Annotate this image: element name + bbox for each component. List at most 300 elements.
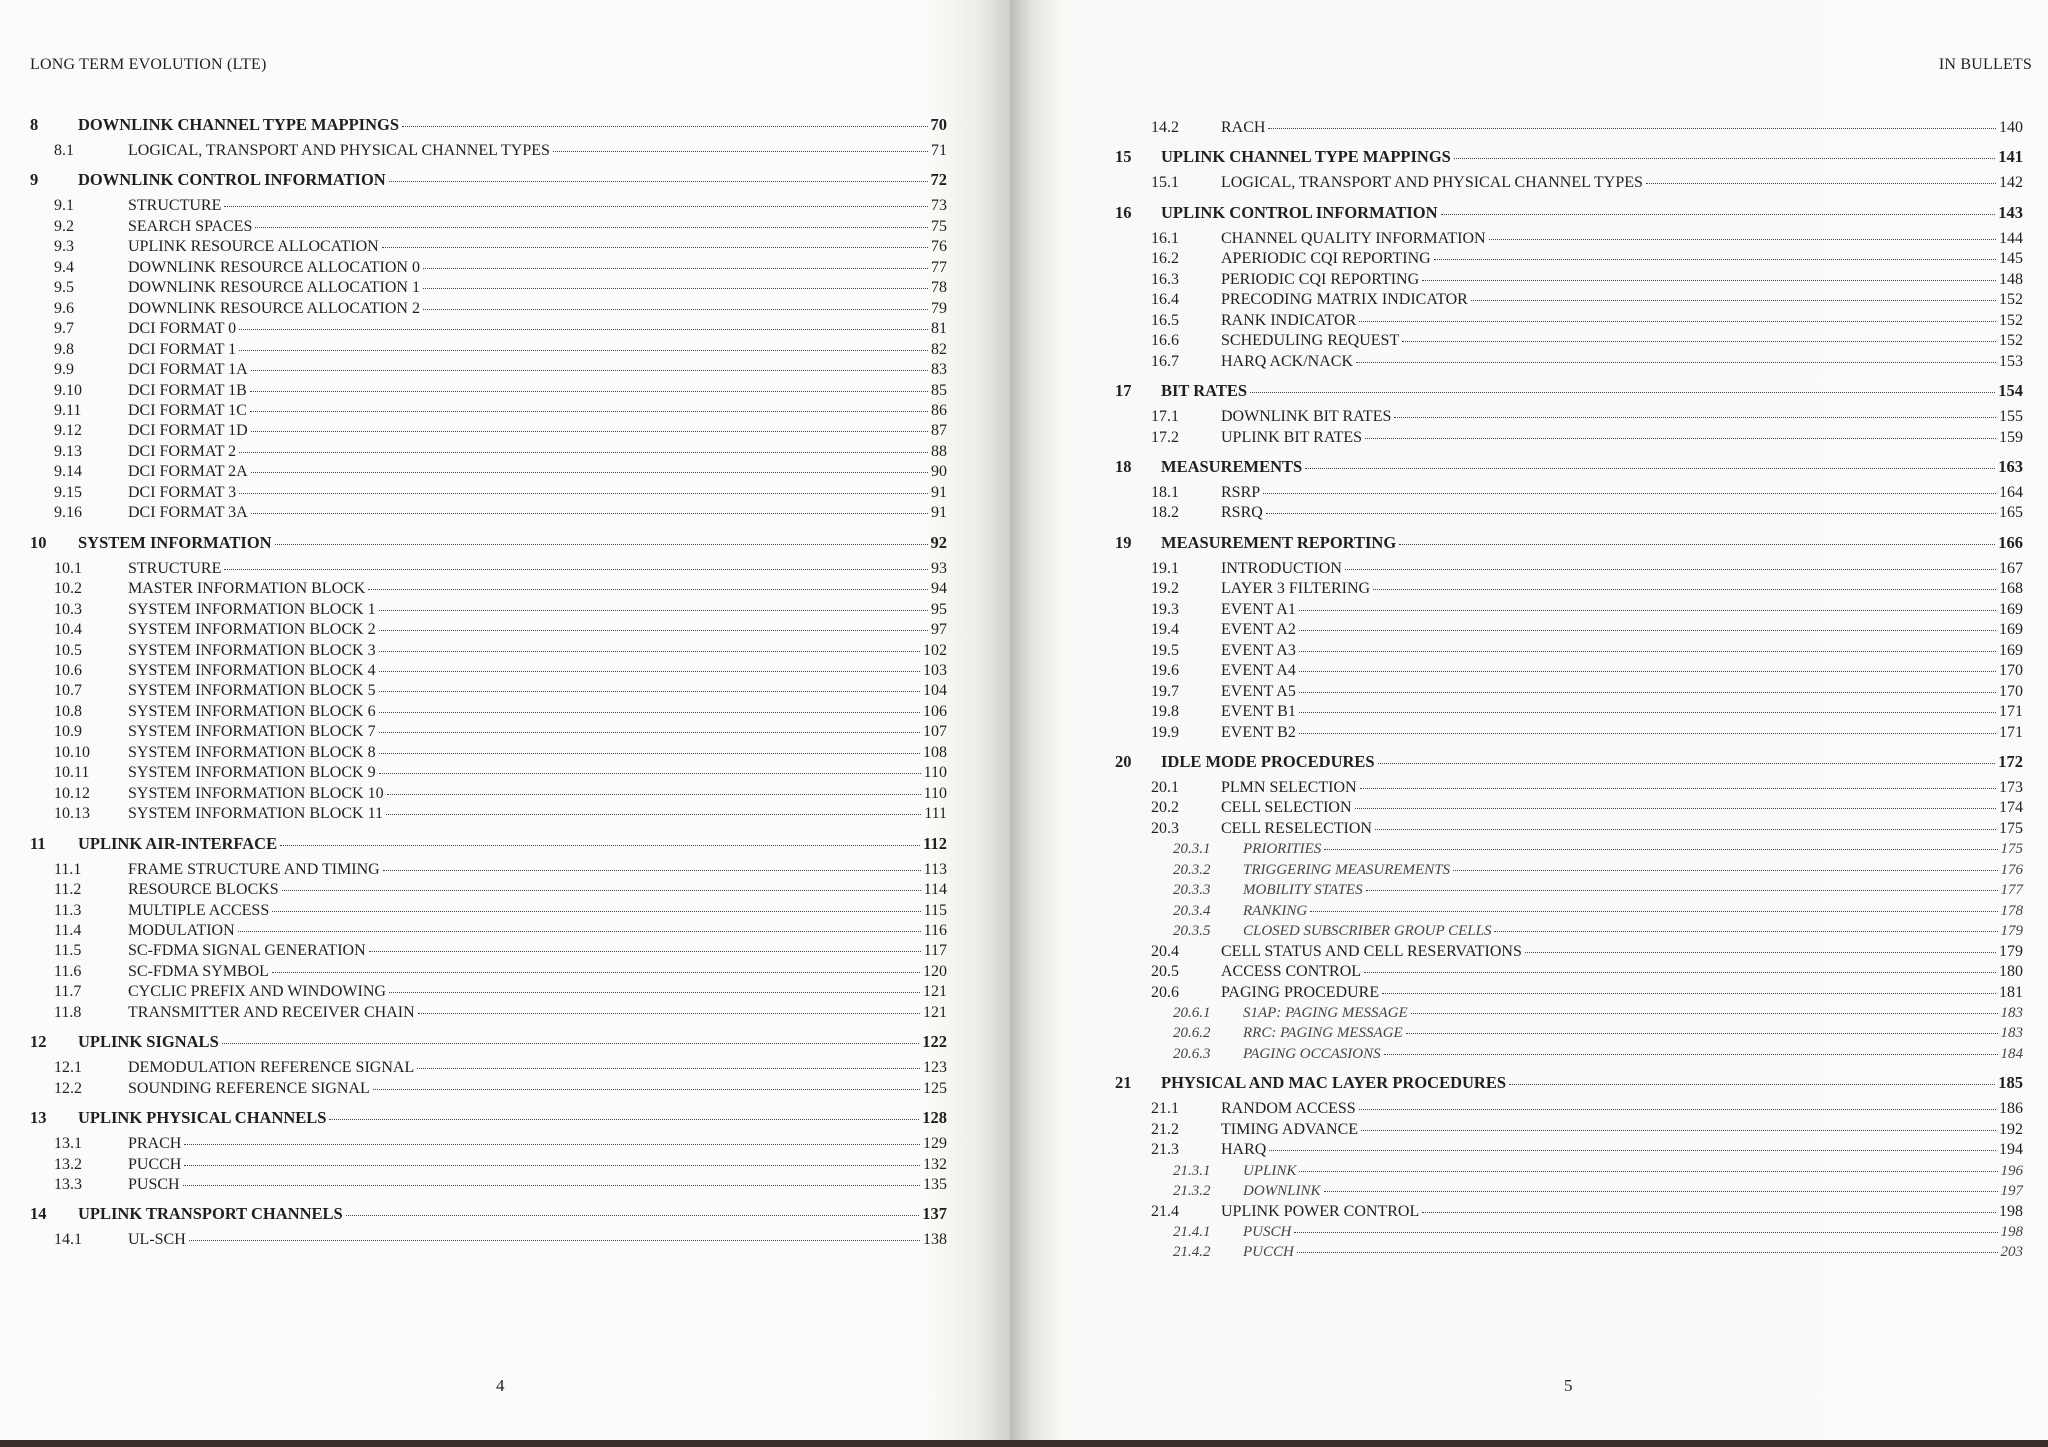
toc-entry-number: 21.3 bbox=[1151, 1141, 1179, 1159]
toc-entry bbox=[1115, 641, 2023, 661]
leader-dots bbox=[383, 870, 921, 871]
toc-entry bbox=[1115, 880, 2023, 900]
toc-entry bbox=[30, 681, 947, 701]
toc-entry-title: UPLINK CHANNEL TYPE MAPPINGS bbox=[1161, 147, 1451, 167]
toc-entry-title: STRUCTURE bbox=[128, 197, 222, 215]
toc-entry-title: UPLINK TRANSPORT CHANNELS bbox=[78, 1204, 343, 1224]
toc-entry bbox=[1115, 778, 2023, 798]
toc-entry-page: 104 bbox=[923, 682, 947, 700]
toc-entry-title: RACH bbox=[1221, 119, 1266, 136]
toc-entry-page: 76 bbox=[931, 238, 947, 256]
toc-entry bbox=[1115, 331, 2023, 351]
toc-entry bbox=[1115, 983, 2023, 1003]
toc-entry-page: 132 bbox=[923, 1155, 947, 1173]
toc-entry bbox=[1115, 682, 2023, 702]
toc-entry-title: PRIORITIES bbox=[1243, 841, 1322, 858]
toc-entry bbox=[30, 763, 947, 783]
toc-entry bbox=[1115, 290, 2023, 310]
toc-entry bbox=[30, 641, 947, 661]
leader-dots bbox=[224, 206, 928, 207]
toc-entry bbox=[30, 833, 947, 854]
toc-entry-page: 159 bbox=[1999, 428, 2023, 446]
toc-entry-number: 14.2 bbox=[1151, 119, 1179, 136]
toc-entry-number: 10.9 bbox=[54, 723, 82, 741]
toc-entry-title: SYSTEM INFORMATION BLOCK 10 bbox=[128, 784, 384, 802]
toc-entry-page: 166 bbox=[1998, 532, 2023, 552]
toc-entry-number: 9.8 bbox=[54, 340, 74, 358]
toc-entry-page: 103 bbox=[923, 661, 947, 679]
toc-entry-page: 196 bbox=[2000, 1162, 2023, 1179]
toc-entry-number: 12.1 bbox=[54, 1059, 82, 1077]
toc-entry-title: UPLINK CONTROL INFORMATION bbox=[1161, 202, 1438, 222]
toc-entry-number: 16.6 bbox=[1151, 332, 1179, 350]
leader-dots bbox=[368, 589, 928, 590]
toc-entry-number: 20.1 bbox=[1151, 778, 1179, 796]
toc-entry-page: 197 bbox=[2000, 1183, 2023, 1200]
leader-dots bbox=[1268, 128, 1996, 129]
toc-entry-number: 20.3.1 bbox=[1173, 841, 1211, 858]
toc-entry bbox=[1115, 407, 2023, 427]
leader-dots bbox=[1250, 392, 1995, 393]
toc-entry-title: DCI FORMAT 0 bbox=[128, 320, 237, 338]
toc-entry-number: 21.3.2 bbox=[1173, 1183, 1211, 1200]
toc-entry-page: 71 bbox=[931, 142, 947, 159]
toc-entry-title: FRAME STRUCTURE AND TIMING bbox=[128, 860, 380, 878]
toc-entry-title: RANDOM ACCESS bbox=[1221, 1100, 1356, 1118]
toc-entry-page: 97 bbox=[931, 621, 947, 639]
leader-dots bbox=[1406, 1033, 1998, 1034]
toc-entry-page: 165 bbox=[1999, 504, 2023, 522]
toc-entry-page: 140 bbox=[1999, 119, 2023, 136]
toc-entry-title: DEMODULATION REFERENCE SIGNAL bbox=[128, 1059, 415, 1077]
toc-entry bbox=[1115, 118, 2023, 138]
page-number-left: 4 bbox=[496, 1376, 505, 1395]
toc-entry bbox=[1115, 202, 2023, 223]
leader-dots bbox=[280, 845, 920, 846]
toc-entry-number: 8.1 bbox=[54, 142, 74, 159]
toc-entry bbox=[1115, 483, 2023, 503]
toc-entry-page: 114 bbox=[923, 881, 947, 899]
toc-entry bbox=[30, 982, 947, 1002]
toc-entry bbox=[30, 579, 947, 599]
toc-entry bbox=[30, 258, 947, 278]
leader-dots bbox=[1422, 280, 1996, 281]
toc-entry bbox=[1115, 532, 2023, 553]
toc-entry bbox=[1115, 146, 2023, 167]
toc-entry-number: 11.3 bbox=[54, 901, 82, 919]
toc-entry-number: 20.3.2 bbox=[1173, 861, 1211, 878]
toc-entry-title: UPLINK PHYSICAL CHANNELS bbox=[78, 1108, 327, 1128]
leader-dots bbox=[1494, 931, 1997, 932]
toc-entry-page: 170 bbox=[1999, 682, 2023, 700]
toc-entry bbox=[30, 702, 947, 722]
leader-dots bbox=[1355, 808, 1997, 809]
running-head-right: IN BULLETS bbox=[1938, 56, 2032, 73]
toc-entry-number: 12.2 bbox=[54, 1079, 82, 1097]
toc-entry-number: 9.1 bbox=[54, 197, 74, 215]
toc-entry bbox=[1115, 1099, 2023, 1119]
toc-entry-number: 18.1 bbox=[1151, 483, 1179, 501]
leader-dots bbox=[379, 671, 920, 672]
toc-entry-page: 175 bbox=[1999, 819, 2023, 837]
toc-entry bbox=[1115, 723, 2023, 743]
leader-dots bbox=[1378, 763, 1996, 764]
toc-entry bbox=[30, 1203, 947, 1224]
leader-dots bbox=[369, 951, 921, 952]
toc-entry-number: 19.9 bbox=[1151, 723, 1179, 741]
toc-entry-title: MULTIPLE ACCESS bbox=[128, 901, 270, 919]
toc-entry-page: 121 bbox=[923, 983, 947, 1001]
leader-dots bbox=[1375, 829, 1996, 830]
leader-dots bbox=[1359, 321, 1996, 322]
toc-entry-number: 8 bbox=[30, 115, 39, 134]
toc-entry bbox=[30, 483, 947, 503]
leader-dots bbox=[1359, 1109, 1996, 1110]
toc-entry-title: CYCLIC PREFIX AND WINDOWING bbox=[128, 983, 386, 1001]
leader-dots bbox=[239, 329, 928, 330]
toc-entry bbox=[1115, 1140, 2023, 1160]
leader-dots bbox=[1356, 362, 1996, 363]
toc-entry-title: DCI FORMAT 2A bbox=[128, 463, 248, 481]
toc-entry-title: EVENT A5 bbox=[1221, 682, 1296, 700]
toc-entry-page: 179 bbox=[2000, 923, 2023, 940]
leader-dots bbox=[387, 794, 921, 795]
leader-dots bbox=[183, 1185, 920, 1186]
toc-entry-number: 13 bbox=[30, 1108, 47, 1128]
leader-dots bbox=[379, 712, 920, 713]
toc-entry-title: SYSTEM INFORMATION bbox=[78, 532, 272, 552]
toc-entry bbox=[30, 360, 947, 380]
toc-entry bbox=[30, 860, 947, 880]
toc-entry-number: 16.5 bbox=[1151, 311, 1179, 329]
toc-entry-title: SEARCH SPACES bbox=[128, 217, 253, 235]
toc-entry-number: 10.6 bbox=[54, 661, 82, 679]
toc-entry-number: 13.1 bbox=[54, 1135, 82, 1153]
toc-entry-number: 10 bbox=[30, 532, 47, 552]
toc-entry-number: 19.7 bbox=[1151, 682, 1179, 700]
toc-entry-number: 9.12 bbox=[54, 422, 82, 440]
toc-entry bbox=[30, 784, 947, 804]
toc-entry-page: 95 bbox=[931, 600, 947, 618]
leader-dots bbox=[379, 732, 920, 733]
toc-entry-title: TRANSMITTER AND RECEIVER CHAIN bbox=[128, 1003, 415, 1021]
toc-entry-page: 123 bbox=[923, 1059, 947, 1077]
toc-entry-page: 113 bbox=[923, 860, 947, 878]
toc-entry-title: LOGICAL, TRANSPORT AND PHYSICAL CHANNEL TYPES bbox=[128, 142, 550, 159]
toc-entry-page: 154 bbox=[1998, 381, 2023, 401]
toc-entry-page: 83 bbox=[931, 361, 947, 379]
leader-dots bbox=[1373, 589, 1996, 590]
toc-entry-page: 82 bbox=[931, 340, 947, 358]
toc-entry bbox=[1115, 503, 2023, 523]
toc-entry-number: 18 bbox=[1115, 456, 1132, 476]
toc-entry bbox=[30, 804, 947, 824]
toc-entry-title: DOWNLINK RESOURCE ALLOCATION 2 bbox=[128, 299, 420, 317]
toc-entry-page: 94 bbox=[931, 580, 947, 598]
toc-entry-number: 9.10 bbox=[54, 381, 82, 399]
toc-entry-title: EVENT A3 bbox=[1221, 641, 1296, 659]
toc-entry bbox=[1115, 620, 2023, 640]
toc-entry bbox=[1115, 1023, 2023, 1043]
toc-entry-page: 110 bbox=[923, 784, 947, 802]
toc-entry bbox=[1115, 380, 2023, 401]
toc-entry-number: 21.4.2 bbox=[1173, 1244, 1211, 1261]
right-page bbox=[1010, 0, 2048, 1440]
toc-entry bbox=[30, 401, 947, 421]
toc-entry-page: 145 bbox=[1999, 250, 2023, 268]
leader-dots bbox=[1384, 1054, 1998, 1055]
leader-dots bbox=[1269, 1150, 1996, 1151]
toc-entry bbox=[1115, 702, 2023, 722]
toc-entry-number: 10.8 bbox=[54, 702, 82, 720]
leader-dots bbox=[423, 309, 928, 310]
leader-dots bbox=[251, 370, 928, 371]
toc-entry-page: 112 bbox=[923, 833, 947, 853]
leader-dots bbox=[1345, 569, 1996, 570]
toc-entry-number: 10.11 bbox=[54, 764, 90, 782]
toc-entry-page: 185 bbox=[1998, 1073, 2023, 1093]
toc-entry-title: PLMN SELECTION bbox=[1221, 778, 1357, 796]
leader-dots bbox=[1454, 158, 1995, 159]
toc-entry-number: 11.4 bbox=[54, 921, 82, 939]
toc-entry-title: SCHEDULING REQUEST bbox=[1221, 332, 1400, 350]
toc-entry-page: 169 bbox=[1999, 641, 2023, 659]
toc-entry-number: 19.8 bbox=[1151, 703, 1179, 721]
toc-entry-page: 152 bbox=[1999, 291, 2023, 309]
toc-entry-page: 90 bbox=[931, 463, 947, 481]
toc-entry-page: 168 bbox=[1999, 580, 2023, 598]
toc-entry-title: UPLINK BIT RATES bbox=[1221, 428, 1363, 446]
toc-entry-page: 203 bbox=[2000, 1244, 2023, 1261]
leader-dots bbox=[423, 288, 928, 289]
toc-entry bbox=[1115, 352, 2023, 372]
toc-entry-page: 107 bbox=[923, 723, 947, 741]
toc-entry bbox=[30, 1079, 947, 1099]
toc-entry-number: 20.6 bbox=[1151, 983, 1179, 1001]
toc-entry bbox=[30, 442, 947, 462]
leader-dots bbox=[379, 691, 920, 692]
toc-entry-page: 172 bbox=[1998, 751, 2023, 771]
toc-entry-number: 16.4 bbox=[1151, 291, 1179, 309]
leader-dots bbox=[1509, 1084, 1995, 1085]
toc-entry bbox=[30, 941, 947, 961]
toc-entry-page: 171 bbox=[1999, 723, 2023, 741]
toc-entry bbox=[1115, 428, 2023, 448]
leader-dots bbox=[1360, 788, 1996, 789]
leader-dots bbox=[402, 126, 927, 127]
leader-dots bbox=[250, 391, 928, 392]
toc-entry-page: 135 bbox=[923, 1176, 947, 1194]
toc-entry-title: PUSCH bbox=[1243, 1224, 1292, 1241]
leader-dots bbox=[553, 151, 928, 152]
toc-entry-number: 10.1 bbox=[54, 559, 82, 577]
toc-entry-title: DOWNLINK BIT RATES bbox=[1221, 408, 1392, 426]
leader-dots bbox=[423, 268, 928, 269]
toc-entry-title: EVENT A4 bbox=[1221, 662, 1296, 680]
toc-left bbox=[30, 114, 947, 1251]
toc-entry-title: SYSTEM INFORMATION BLOCK 6 bbox=[128, 702, 376, 720]
toc-entry-title: CELL STATUS AND CELL RESERVATIONS bbox=[1221, 942, 1522, 960]
toc-entry bbox=[1115, 249, 2023, 269]
toc-entry-title: STRUCTURE bbox=[128, 559, 222, 577]
toc-entry-number: 9.2 bbox=[54, 217, 74, 235]
leader-dots bbox=[418, 1013, 920, 1014]
toc-entry bbox=[30, 962, 947, 982]
toc-entry-title: EVENT A1 bbox=[1221, 600, 1296, 618]
toc-entry bbox=[1115, 901, 2023, 921]
toc-entry-page: 120 bbox=[923, 962, 947, 980]
toc-entry bbox=[1115, 1072, 2023, 1093]
toc-entry-number: 20.6.2 bbox=[1173, 1025, 1211, 1042]
leader-dots bbox=[1525, 952, 1996, 953]
toc-entry-number: 21.3.1 bbox=[1173, 1162, 1211, 1179]
toc-entry-title: PUCCH bbox=[128, 1155, 182, 1173]
toc-entry-number: 9.15 bbox=[54, 483, 82, 501]
toc-entry bbox=[30, 1003, 947, 1023]
toc-entry-title: MODULATION bbox=[128, 921, 235, 939]
toc-entry-title: MEASUREMENT REPORTING bbox=[1161, 532, 1397, 552]
toc-entry-number: 10.10 bbox=[54, 743, 90, 761]
toc-entry-page: 116 bbox=[923, 921, 947, 939]
leader-dots bbox=[1453, 870, 1997, 871]
toc-entry bbox=[30, 381, 947, 401]
scan-edge bbox=[0, 1440, 2048, 1447]
leader-dots bbox=[1299, 733, 1996, 734]
toc-entry-title: UPLINK AIR-INTERFACE bbox=[78, 833, 278, 853]
leader-dots bbox=[239, 452, 928, 453]
toc-entry-page: 78 bbox=[931, 279, 947, 297]
toc-entry bbox=[1115, 751, 2023, 772]
toc-entry-title: ACCESS CONTROL bbox=[1221, 963, 1362, 981]
toc-entry-page: 144 bbox=[1999, 229, 2023, 247]
toc-entry-number: 21.4.1 bbox=[1173, 1224, 1211, 1241]
toc-entry-title: UPLINK bbox=[1243, 1162, 1297, 1179]
toc-entry bbox=[1115, 600, 2023, 620]
leader-dots bbox=[1299, 630, 1996, 631]
toc-entry-page: 152 bbox=[1999, 332, 2023, 350]
toc-entry-title: HARQ bbox=[1221, 1141, 1267, 1159]
toc-entry-title: UL-SCH bbox=[128, 1231, 186, 1249]
toc-entry bbox=[1115, 798, 2023, 818]
leader-dots bbox=[1422, 1212, 1996, 1213]
toc-entry-number: 19.1 bbox=[1151, 559, 1179, 577]
toc-entry-page: 115 bbox=[923, 901, 947, 919]
toc-entry-title: RESOURCE BLOCKS bbox=[128, 881, 279, 899]
leader-dots bbox=[1324, 849, 1997, 850]
toc-entry bbox=[30, 503, 947, 523]
toc-entry-title: DCI FORMAT 3A bbox=[128, 504, 248, 522]
toc-entry-number: 19.5 bbox=[1151, 641, 1179, 659]
toc-entry-page: 183 bbox=[2000, 1004, 2023, 1021]
toc-entry bbox=[1115, 1181, 2023, 1201]
toc-entry-title: APERIODIC CQI REPORTING bbox=[1221, 250, 1431, 268]
toc-entry-number: 12 bbox=[30, 1032, 47, 1052]
toc-entry-page: 175 bbox=[2000, 841, 2023, 858]
toc-entry-title: MOBILITY STATES bbox=[1243, 882, 1363, 899]
toc-entry-page: 138 bbox=[923, 1231, 947, 1249]
toc-entry-title: SYSTEM INFORMATION BLOCK 9 bbox=[128, 764, 376, 782]
toc-entry-title: PUCCH bbox=[1243, 1244, 1294, 1261]
toc-entry-number: 19.4 bbox=[1151, 621, 1179, 639]
toc-entry-number: 11.6 bbox=[54, 962, 82, 980]
toc-entry-title: SC-FDMA SIGNAL GENERATION bbox=[128, 942, 366, 960]
toc-entry-title: SYSTEM INFORMATION BLOCK 8 bbox=[128, 743, 376, 761]
toc-entry-number: 9.5 bbox=[54, 279, 74, 297]
leader-dots bbox=[379, 651, 920, 652]
toc-entry-title: HARQ ACK/NACK bbox=[1221, 352, 1354, 370]
leader-dots bbox=[1266, 513, 1996, 514]
toc-entry-number: 19.3 bbox=[1151, 600, 1179, 618]
toc-entry-title: DOWNLINK bbox=[1243, 1183, 1321, 1200]
toc-entry-title: RSRQ bbox=[1221, 504, 1263, 522]
toc-entry bbox=[30, 1175, 947, 1195]
toc-entry-title: LAYER 3 FILTERING bbox=[1221, 580, 1371, 598]
toc-entry-page: 88 bbox=[931, 442, 947, 460]
toc-entry bbox=[30, 880, 947, 900]
toc-entry bbox=[30, 169, 947, 190]
toc-entry-number: 11.5 bbox=[54, 942, 82, 960]
leader-dots bbox=[382, 247, 928, 248]
toc-entry-number: 16.2 bbox=[1151, 250, 1179, 268]
toc-entry bbox=[30, 1058, 947, 1078]
leader-dots bbox=[1646, 183, 1996, 184]
toc-entry-title: PRECODING MATRIX INDICATOR bbox=[1221, 291, 1468, 309]
leader-dots bbox=[189, 1240, 920, 1241]
toc-entry bbox=[1115, 311, 2023, 331]
leader-dots bbox=[1299, 692, 1996, 693]
toc-entry-number: 11 bbox=[30, 833, 46, 853]
leader-dots bbox=[1361, 1130, 1996, 1131]
toc-entry-page: 152 bbox=[1999, 311, 2023, 329]
leader-dots bbox=[1402, 341, 1996, 342]
leader-dots bbox=[224, 569, 928, 570]
toc-entry bbox=[1115, 559, 2023, 579]
leader-dots bbox=[1299, 610, 1996, 611]
toc-entry bbox=[1115, 819, 2023, 839]
toc-entry-page: 86 bbox=[931, 401, 947, 419]
toc-entry-number: 17.1 bbox=[1151, 408, 1179, 426]
toc-entry-title: RRC: PAGING MESSAGE bbox=[1243, 1025, 1403, 1042]
toc-entry-number: 20.3.5 bbox=[1173, 923, 1211, 940]
toc-entry-page: 148 bbox=[1999, 270, 2023, 288]
toc-entry-number: 9 bbox=[30, 170, 39, 190]
toc-entry-title: PUSCH bbox=[128, 1176, 180, 1194]
toc-entry-title: MASTER INFORMATION BLOCK bbox=[128, 580, 366, 598]
toc-entry-number: 21.2 bbox=[1151, 1120, 1179, 1138]
toc-entry bbox=[1115, 1044, 2023, 1064]
leader-dots bbox=[272, 911, 920, 912]
leader-dots bbox=[1299, 651, 1996, 652]
toc-entry-number: 14 bbox=[30, 1204, 47, 1224]
toc-entry bbox=[1115, 1202, 2023, 1222]
leader-dots bbox=[1263, 493, 1996, 494]
toc-entry-page: 142 bbox=[1999, 174, 2023, 192]
leader-dots bbox=[251, 472, 928, 473]
toc-entry bbox=[30, 278, 947, 298]
toc-entry-page: 141 bbox=[1998, 147, 2023, 167]
leader-dots bbox=[239, 350, 928, 351]
toc-entry-page: 169 bbox=[1999, 621, 2023, 639]
leader-dots bbox=[1489, 239, 1996, 240]
toc-entry-number: 20.2 bbox=[1151, 799, 1179, 817]
toc-entry-page: 137 bbox=[922, 1204, 947, 1224]
toc-entry bbox=[30, 743, 947, 763]
toc-entry-number: 20.4 bbox=[1151, 942, 1179, 960]
leader-dots bbox=[1441, 214, 1996, 215]
toc-entry bbox=[30, 196, 947, 216]
toc-entry-page: 143 bbox=[1998, 202, 2023, 222]
toc-entry bbox=[30, 722, 947, 742]
